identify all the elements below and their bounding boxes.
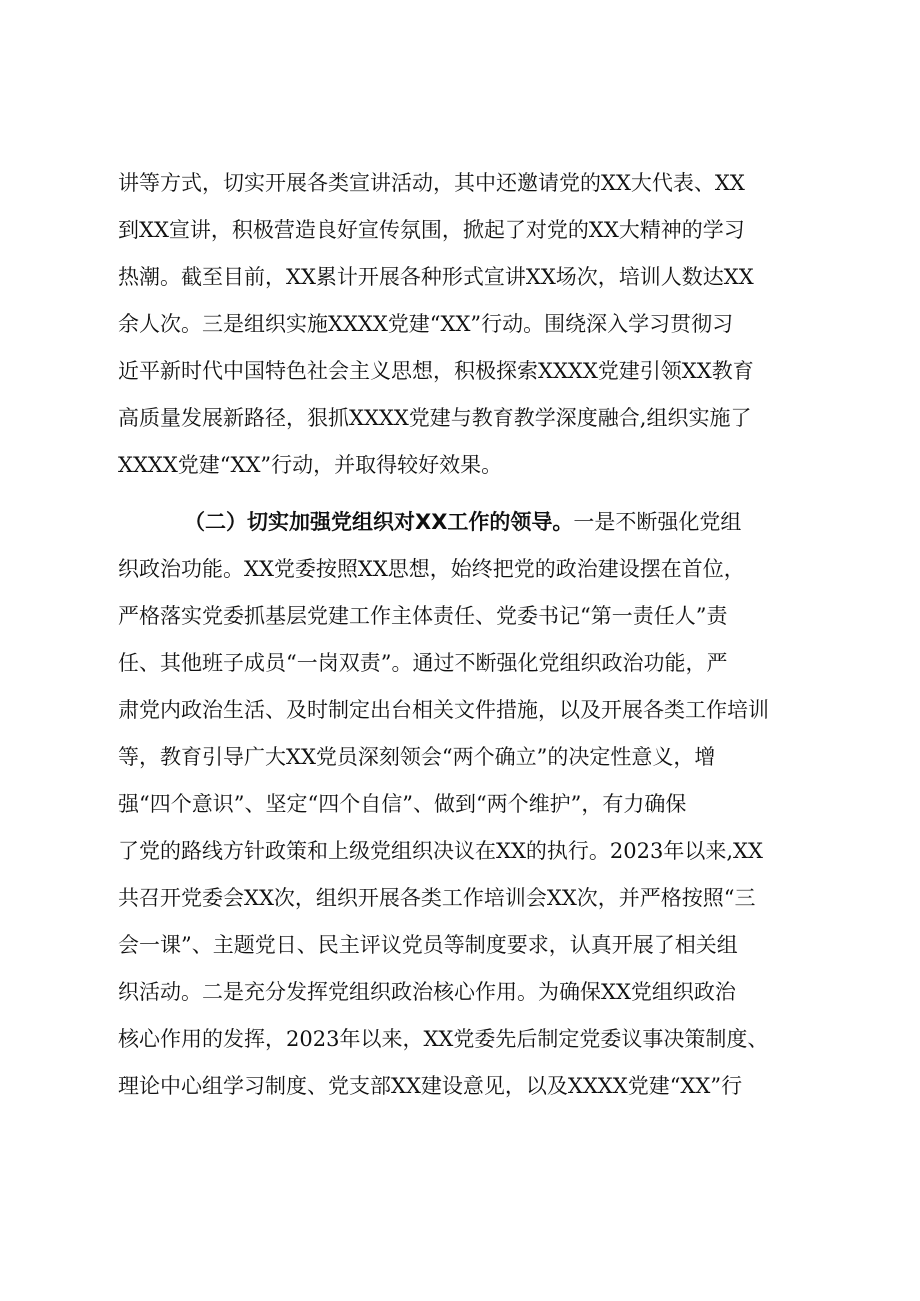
- paragraph-1-line: 热潮。截至目前，XX累计开展各种形式宣讲XX场次，培训人数达XX: [118, 265, 754, 289]
- paragraph-indent: [118, 499, 184, 546]
- paragraph-1-line: 高质量发展新路径，狠抓XXXX党建与教育教学深度融合,组织实施了: [118, 406, 752, 430]
- paragraph-2-line: 任、其他班子成员“一岗双责”。通过不断强化党组织政治功能，严: [118, 651, 728, 675]
- paragraph-2-line: 严格落实党委抓基层党建工作主体责任、党委书记“第一责任人”责: [118, 604, 728, 628]
- paragraph-2-line: 共召开党委会XX次，组织开展各类工作培训会XX次，并严格按照“三: [118, 886, 756, 910]
- paragraph-1: [118, 160, 824, 489]
- paragraph-2-first-line-text: 一是不断强化党组: [573, 510, 742, 534]
- paragraph-2-line: 会一课”、主题党日、民主评议党员等制度要求，认真开展了相关组: [118, 933, 738, 957]
- paragraph-2-line: 等，教育引导广大XX党员深刻领会“两个确立”的决定性意义，增: [118, 745, 716, 769]
- paragraph-1-line: 余人次。三是组织实施XXXX党建“XX”行动。围绕深入学习贯彻习: [118, 312, 734, 336]
- paragraph-2-line: 核心作用的发挥，2023年以来，XX党委先后制定党委议事决策制度、: [118, 1027, 769, 1051]
- paragraph-2-line: 理论中心组学习制度、党支部XX建设意见，以及XXXX党建“XX”行: [118, 1074, 743, 1098]
- paragraph-2-line: 织活动。二是充分发挥党组织政治核心作用。为确保XX党组织政治: [118, 980, 736, 1004]
- paragraph-2-line: 织政治功能。XX党委按照XX思想，始终把党的政治建设摆在首位，: [118, 557, 745, 581]
- paragraph-2-line: 了党的路线方针政策和上级党组织决议在XX的执行。2023年以来,XX: [118, 839, 763, 863]
- paragraph-2-line: 强“四个意识”、坚定“四个自信”、做到“两个维护”，有力确保: [118, 792, 687, 816]
- paragraph-1-line: XXXX党建“XX”行动，并取得较好效果。: [118, 453, 503, 477]
- paragraph-2: [118, 499, 824, 1110]
- section-heading: （二）切实加强党组织对XX工作的领导。: [184, 510, 574, 534]
- paragraph-1-line: 近平新时代中国特色社会主义思想，积极探索XXXX党建引领XX教育: [118, 359, 754, 383]
- paragraph-1-line: 讲等方式，切实开展各类宣讲活动，其中还邀请党的XX大代表、XX: [118, 171, 745, 195]
- paragraph-2-first-line: [118, 499, 824, 546]
- paragraph-2-line: 肃党内政治生活、及时制定出台相关文件措施，以及开展各类工作培训: [118, 698, 769, 722]
- paragraph-1-line: 到XX宣讲，积极营造良好宣传氛围，掀起了对党的XX大精神的学习: [118, 218, 745, 242]
